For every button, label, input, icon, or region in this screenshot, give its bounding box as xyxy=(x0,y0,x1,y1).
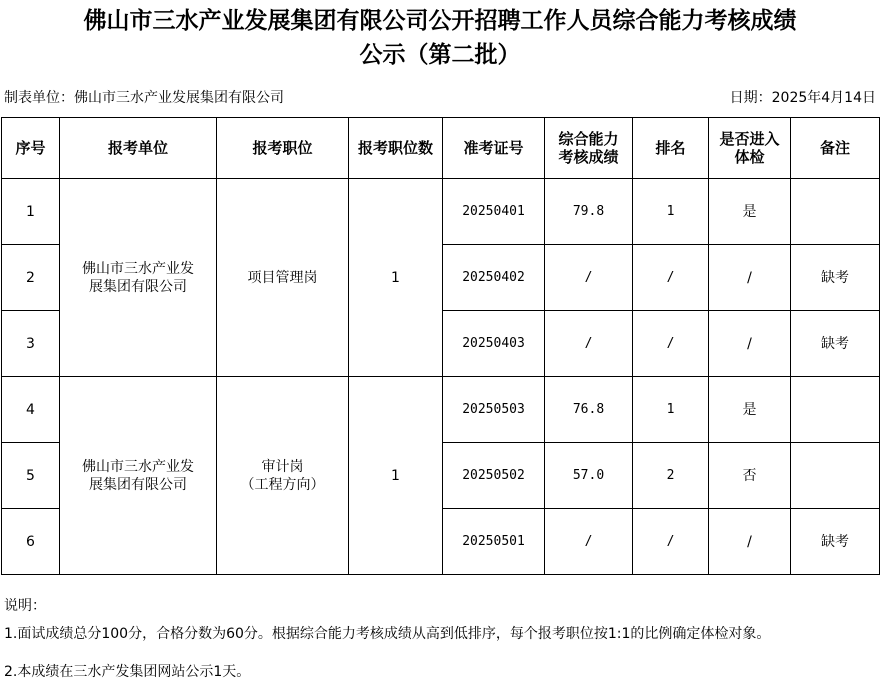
cell-exam-id: 20250502 xyxy=(443,443,545,509)
header-note: 备注 xyxy=(791,118,880,179)
table-row xyxy=(2,377,880,443)
cell-unit xyxy=(60,179,217,377)
notes-heading: 说明： xyxy=(4,598,46,614)
table-header-row xyxy=(2,118,880,179)
cell-rank: 1 xyxy=(633,179,709,245)
cell-index: 3 xyxy=(2,311,60,377)
cell-rank: 1 xyxy=(633,377,709,443)
cell-index: 4 xyxy=(2,377,60,443)
cell-physical: / xyxy=(709,509,791,575)
cell-physical: 是 xyxy=(709,377,791,443)
header-position: 报考职位 xyxy=(217,118,349,179)
cell-score: / xyxy=(545,509,633,575)
cell-unit xyxy=(60,377,217,575)
cell-position xyxy=(217,377,349,575)
cell-note xyxy=(791,377,880,443)
cell-exam-id: 20250501 xyxy=(443,509,545,575)
cell-note xyxy=(791,443,880,509)
page-title xyxy=(0,4,880,72)
header-exam-id: 准考证号 xyxy=(443,118,545,179)
cell-physical: / xyxy=(709,311,791,377)
cell-score: / xyxy=(545,311,633,377)
cell-position-text: 审计岗 xyxy=(261,458,304,475)
cell-note xyxy=(791,179,880,245)
cell-physical: 是 xyxy=(709,179,791,245)
cell-physical: 否 xyxy=(709,443,791,509)
header-physical-label: 是否进入体检 xyxy=(719,130,780,166)
cell-unit-text: 佛山市三水产业发展集团有限公司 xyxy=(82,458,194,493)
cell-exam-id: 20250402 xyxy=(443,245,545,311)
cell-index: 1 xyxy=(2,179,60,245)
cell-position-text: 项目管理岗 xyxy=(247,269,318,286)
header-score-label: 综合能力考核成绩 xyxy=(558,130,619,166)
cell-exam-id: 20250401 xyxy=(443,179,545,245)
issue-date: 日期：2025年4月14日 xyxy=(729,90,876,106)
cell-score: / xyxy=(545,245,633,311)
page-title-line-2: 公示（第二批） xyxy=(359,42,521,68)
header-score xyxy=(545,118,633,179)
notes-item-2: 2.本成绩在三水产发集团网站公示1天。 xyxy=(4,664,251,680)
cell-index: 5 xyxy=(2,443,60,509)
cell-note: 缺考 xyxy=(791,245,880,311)
results-table xyxy=(1,117,880,575)
cell-note: 缺考 xyxy=(791,509,880,575)
cell-position-count: 1 xyxy=(349,377,443,575)
header-index: 序号 xyxy=(2,118,60,179)
cell-exam-id: 20250503 xyxy=(443,377,545,443)
cell-unit-text: 佛山市三水产业发展集团有限公司 xyxy=(82,260,194,295)
cell-physical: / xyxy=(709,245,791,311)
cell-score: 79.8 xyxy=(545,179,633,245)
issuing-unit: 制表单位：佛山市三水产业发展集团有限公司 xyxy=(4,90,284,106)
cell-index: 6 xyxy=(2,509,60,575)
table-row xyxy=(2,179,880,245)
cell-position-subtext: （工程方向） xyxy=(240,476,325,493)
notes-item-1: 1.面试成绩总分100分，合格分数为60分。根据综合能力考核成绩从高到低排序，每个报考职位按1:1的比例确定体检对象。 xyxy=(4,626,771,642)
cell-rank: 2 xyxy=(633,443,709,509)
header-rank: 排名 xyxy=(633,118,709,179)
header-physical xyxy=(709,118,791,179)
cell-rank: / xyxy=(633,311,709,377)
cell-position-count: 1 xyxy=(349,179,443,377)
cell-position xyxy=(217,179,349,377)
cell-score: 76.8 xyxy=(545,377,633,443)
cell-rank: / xyxy=(633,509,709,575)
page-title-line-1: 佛山市三水产业发展集团有限公司公开招聘工作人员综合能力考核成绩 xyxy=(83,8,797,34)
cell-index: 2 xyxy=(2,245,60,311)
cell-rank: / xyxy=(633,245,709,311)
cell-score: 57.0 xyxy=(545,443,633,509)
cell-note: 缺考 xyxy=(791,311,880,377)
header-unit: 报考单位 xyxy=(60,118,217,179)
header-position-count: 报考职位数 xyxy=(349,118,443,179)
cell-exam-id: 20250403 xyxy=(443,311,545,377)
meta-row xyxy=(4,88,876,108)
